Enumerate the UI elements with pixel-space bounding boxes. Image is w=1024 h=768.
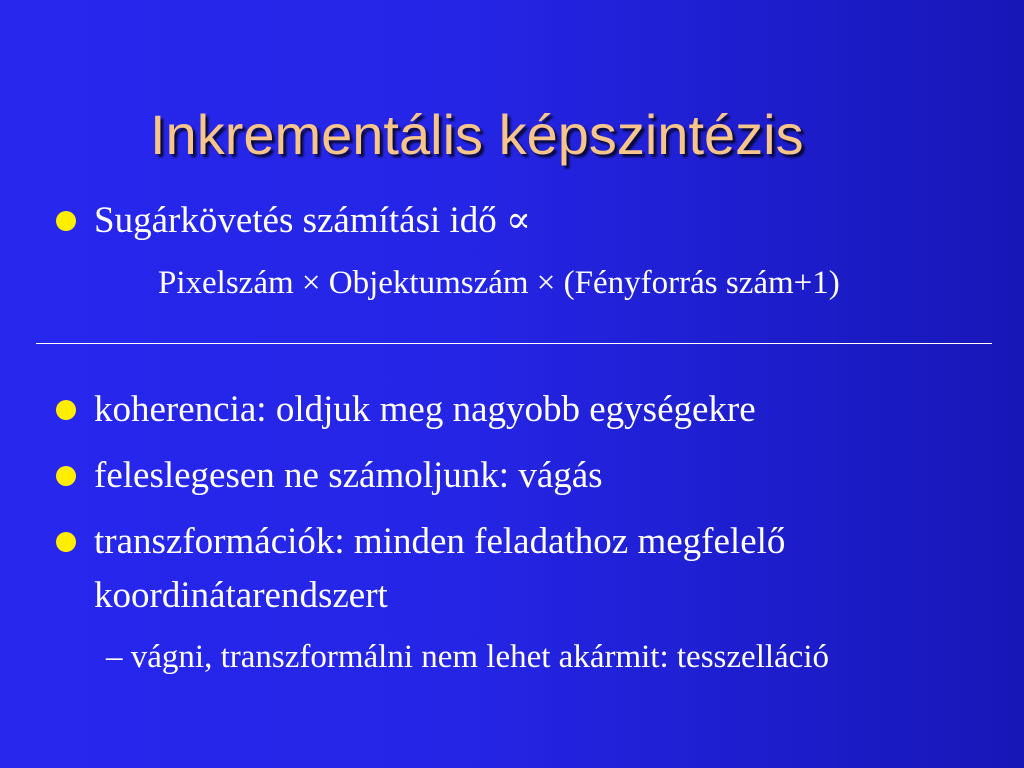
bullet-text: feleslegesen ne számoljunk: vágás bbox=[94, 455, 603, 496]
bullet-dot-icon bbox=[56, 211, 76, 231]
sub-bullet-text: vágni, transzformálni nem lehet akármit: tesszelláció bbox=[130, 639, 829, 675]
bullet-text: transzformációk: minden feladathoz megfelelő bbox=[94, 521, 786, 562]
slide-title: Inkrementális képszintézis bbox=[150, 103, 804, 166]
bullet-text-continuation: koordinátarendszert bbox=[94, 575, 388, 616]
bullet-text: Sugárkövetés számítási idő ∝ bbox=[94, 200, 532, 241]
complexity-formula: Pixelszám × Objektumszám × (Fényforrás szám+1) bbox=[158, 265, 840, 301]
sub-bullet-dash: – bbox=[106, 639, 123, 675]
bullet-text: koherencia: oldjuk meg nagyobb egységekre bbox=[94, 389, 756, 430]
sub-bullet-item-tessellation bbox=[106, 636, 829, 678]
bullet-dot-icon bbox=[56, 400, 76, 420]
divider-line bbox=[36, 343, 992, 344]
bullet-dot-icon bbox=[56, 466, 76, 486]
bullet-dot-icon bbox=[56, 532, 76, 552]
